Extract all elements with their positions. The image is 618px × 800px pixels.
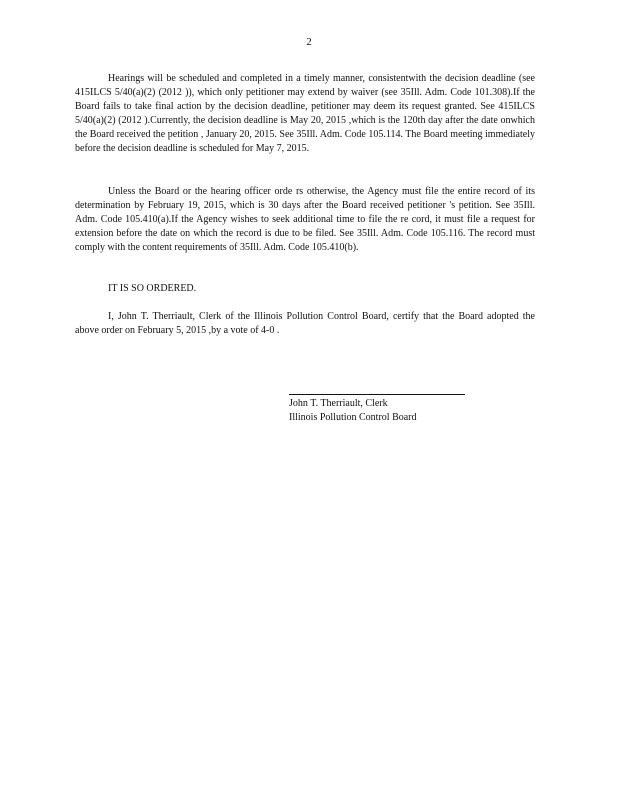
hearings-text: Hearings will be scheduled and completed in a timely manner, consistentwith the decision deadline (see 415ILCS 5/40(a)(2) (2012 )), which only petitioner may extend by waiver (see 35Ill. Adm. Code 101.308).If the Board fails to take final action by the decision deadline, petitioner may deem its request granted. See 415ILCS 5/40(a)(2) (2012 ).Currently, the decision deadline is May 20, 2015 ,which is the 120th day after the date onwhich the Board received the petition , January 20, 2015. See 35Ill. Adm. Code 105.114. The Board meeting immediately before the decision deadline is scheduled for May 7, 2015. [75,73,535,154]
signature-organization: Illinois Pollution Control Board [289,412,417,423]
certification-text: I, John T. Therriault, Clerk of the Illinois Pollution Control Board, certify that the Board adopted the above order on February 5, 2015 ,by a vote of 4-0 . [75,311,535,336]
record-text: Unless the Board or the hearing officer orde rs otherwise, the Agency must file the entire record of its determination by February 19, 2015, which is 30 days after the Board received petitioner 's petition. See 35Ill. Adm. Code 105.410(a).If the Agency wishes to seek additional time to file the re cord, it must file a request for extension before the date on which the record is due to be filed. See 35Ill. Adm. Code 105.116. The record must comply with the content requirements of 35Ill. Adm. Code 105.410(b). [75,186,535,253]
hearings-paragraph [75,72,535,156]
record-paragraph [75,185,535,255]
certification-paragraph [75,310,535,338]
order-statement [75,282,535,296]
page-number: 2 [306,36,312,48]
order-text: IT IS SO ORDERED. [108,283,197,294]
signature-name: John T. Therriault, Clerk [289,398,388,409]
signature-block [289,394,465,425]
